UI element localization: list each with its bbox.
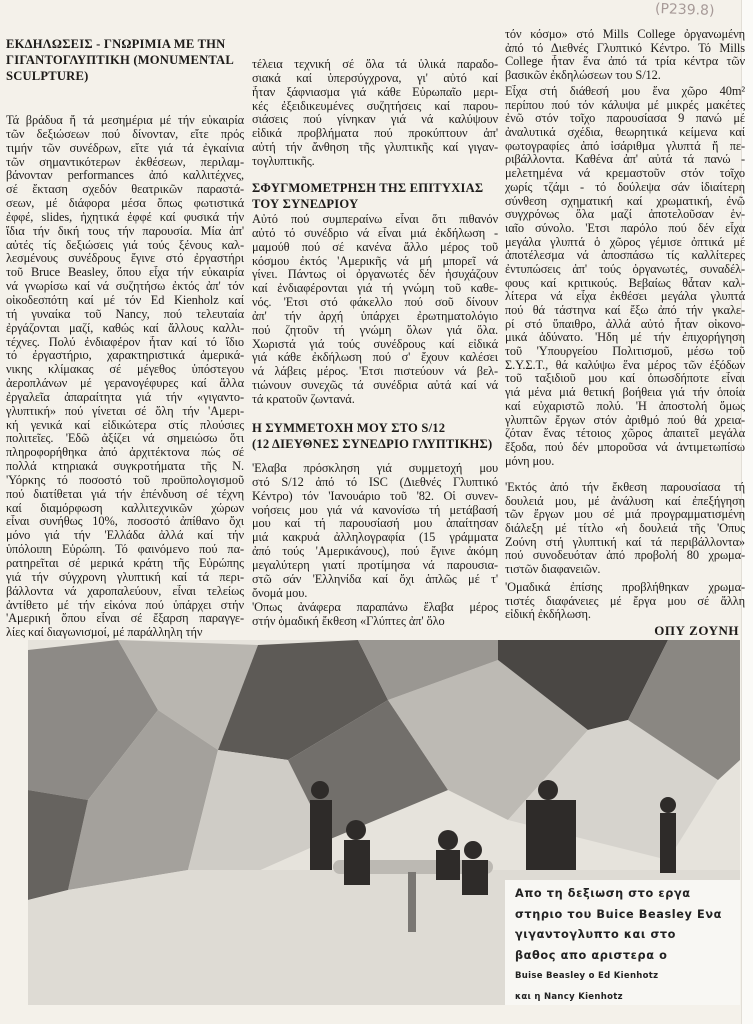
- text-line: εἶναι συνήθως 10%, ποσοστό ἀπίθανο ὄχι: [6, 515, 244, 529]
- caption-line: Απο τη δεξιωση στο εργα: [515, 887, 691, 900]
- text-line: μεγάλα γλυπτά ὁ χῶρος γέμισε ὀπτικά μέ: [505, 235, 745, 249]
- text-line: μεγαλύτερη γιατί προτίμησα νά παρουσια-: [252, 558, 498, 572]
- text-line: νά γνωρίσω καί νά συζητήσω ἐκτός ἀπ' τόν: [6, 280, 244, 294]
- text-line: τή γυναίκα τοῦ Nancy, πού τελευταία: [6, 307, 244, 321]
- heading-line: ΕΚΔΗΛΩΣΕΙΣ - ΓΝΩΡΙΜΙΑ ΜΕ ΤΗΝ: [6, 37, 226, 51]
- heading-line: ΤΟΥ ΣΥΝΕΔΡΙΟΥ: [252, 197, 359, 211]
- paragraph: [252, 462, 498, 600]
- text-line: τόν κόσμο» στό Mills College ὀργανωμένη: [505, 28, 745, 41]
- text-line: βάνονταν performances ἀπό καλλιτέχνες,: [6, 169, 244, 183]
- text-line: ρί στό ὕπαιθρο, ἀλλά αὐτό ἦταν οἰκονο-: [505, 317, 745, 331]
- text-line: Κέντρο) τόν 'Ιανουάριο τοῦ '82. Οἱ συνεν-: [252, 489, 498, 503]
- text-line: γίνει. Πάντως οἱ ὀργανωτές δέν ἡσυχάζουν: [252, 268, 498, 282]
- text-line: τά κρατοῦν ζωντανά.: [252, 392, 355, 406]
- section-heading: [252, 420, 498, 452]
- text-line: σύνθεση σχηματική καί χρωματική, ἐνῶ: [505, 194, 745, 208]
- text-line: νοήσεις μου γιά νά κανονίσω τή μετάβασή: [252, 503, 498, 517]
- text-line: Ζούνη στή γλυπτική καί τά περιβάλλοντα»: [505, 535, 745, 549]
- text-line: μόνη μου.: [505, 454, 555, 468]
- text-line: οἰκοδεσπότη καί μέ τόν Ed Kienholz καί: [6, 293, 244, 307]
- heading-line: SCULPTURE): [6, 69, 89, 83]
- text-line: μιά κακρυά ἀλληλογραφία (15 γράμματα: [252, 531, 498, 545]
- caption-line: Buise Beasley ο Ed Kienhotz: [515, 971, 659, 981]
- text-line: πού ζητοῦν τή γνώμη ὅλων γιά ὅλα.: [252, 323, 498, 337]
- text-line: γιά κάθε ἐκδήλωση πού σ' ἔχουν καλέσει: [252, 351, 498, 365]
- text-line: λίες καί διαγωνισμοί, μέ παράλληλη τήν: [6, 626, 203, 640]
- text-line: ἔξοδα, πού δέν μποροῦσα νά ἀντιμετωπίσω: [505, 440, 745, 454]
- text-line: ἀπό τό Διεθνές Γλυπτικό Κέντρο. Τό Mills: [505, 41, 745, 55]
- text-line: γιά τήν σύγχρονη γλυπτική καί τά περι-: [6, 570, 244, 584]
- caption-line: και η Nancy Kienhotz: [515, 991, 623, 1002]
- text-line: ἀναλυτικά σχέδια, θεωρητικά κείμενα καί: [505, 126, 745, 140]
- text-line: 'Αμερική ὅπου εἶναι σέ ἔξαρση παραγγε-: [6, 612, 244, 626]
- text-line: 'Ελαβα πρόσκληση γιά συμμετοχή μου: [252, 462, 498, 475]
- text-line: φους καί κριτικούς. Βεβαίως θἆταν καλ-: [505, 276, 745, 290]
- text-line: νά λάβεις μέρος. 'Ετσι πιστεύουν νά βελ-: [252, 365, 498, 379]
- text-line: Χωριστά γιά τούς συνέδρους καί εἰδικά: [252, 337, 498, 351]
- text-line: ιαῖο σύνολο. 'Ετσι παρόλο πού δέν εἶχα: [505, 221, 745, 235]
- paragraph: [505, 581, 745, 622]
- text-line: ἐργαλεῖα ἀπαραίτητα γιά τήν «γιγαντο-: [6, 390, 244, 404]
- text-line: λεσμένους συνέδρους ἔγινε στό ἐργαστήρι: [6, 252, 244, 266]
- text-line: ἐντυπώσεις ἀπ' τούς ὀργανωτές, συναδέλ-: [505, 262, 745, 276]
- text-line: κόσμου ἐκτός 'Αμερικῆς νά μή μπορεῖ νά: [252, 254, 498, 268]
- text-line: τιστῶν διαφανειῶν.: [505, 563, 601, 577]
- text-line: μικά ἀδύνατο. 'Ηδη μέ τήν ἐπιχορήγηση: [505, 331, 745, 345]
- heading-line: Η ΣΥΜΜΕΤΟΧΗ ΜΟΥ ΣΤΟ S/12: [252, 421, 446, 435]
- text-line: 'Υόρκης τό ποσοστό τοῦ προϋπολογισμοῦ: [6, 473, 244, 487]
- text-line: ριβάλλοντα. Καθένα ἀπ' αὐτά τά πανώ -: [505, 153, 745, 167]
- text-line: γιά μένα μιά θετική βοήθεια γιά τήν ὁποία: [505, 386, 745, 400]
- text-line: ζόταν ἕνας τέτοιος χῶρος ἀπαιτεῖ μεγάλα: [505, 427, 745, 441]
- text-line: Αὐτό πού συμπεραίνω εἶναι ὅτι πιθανόν: [252, 213, 498, 226]
- text-line: ἐνῶ στόν τοῖχο παρουσίασα 9 πανώ μέ: [505, 112, 745, 126]
- text-line: μαμούθ πού σέ κανένα ἄλλο μέρος τοῦ: [252, 240, 498, 254]
- text-line: σεων, μέ διάφορα μέσα ὅπως φωτιστικά: [6, 197, 244, 211]
- text-line: τέχνες. Πολύ ἐνδιαφέρον ἦταν καί τό ἴδιο: [6, 335, 244, 349]
- text-line: καί ἐνδιαφέρονται γιά τή γνώμη τοῦ καθε-: [252, 282, 498, 296]
- text-line: εἰδική ἐκδήλωση.: [505, 608, 591, 622]
- text-line: γλυπτῶν ἔργων στόν ἀριθμό πού θά χρεια-: [505, 413, 745, 427]
- heading-line: ΣΦΥΓΜΟΜΕΤΡΗΣΗ ΤΗΣ ΕΠΙΤΥΧΙΑΣ: [252, 181, 484, 195]
- text-line: μόνο γιά τήν 'Ελλάδα ἀλλά καί τήν: [6, 529, 244, 543]
- text-line: βασικῶν ἐκδηλώσεων του S/12.: [505, 69, 661, 83]
- heading-line: ΓΙΓΑΝΤΟΓΛΥΠΤΙΚΗ (MONUMENTAL: [6, 53, 234, 67]
- text-line: τῶν ἔργων μου σέ μιά προγραμματισμένη: [505, 508, 745, 522]
- text-line: σιακά καί ὑπερσύγχρονα, γι' αὐτό καί: [252, 71, 498, 85]
- text-line: νός. 'Ετσι στό φάκελλο πού σοῦ δίνουν: [252, 296, 498, 310]
- text-line: σιάσεις πού γίνηκαν γιά νά καλύψουν: [252, 113, 498, 127]
- paragraph: [505, 28, 745, 83]
- text-line: αὐτή τήν ἄνθηση τῆς γλυπτικῆς καί γιγαν-: [252, 141, 498, 155]
- text-line: γλυπτική» πού γίνεται σέ ὅλη τήν 'Αμερι-: [6, 404, 244, 418]
- text-line: College ἦταν ἕνα ἀπό τά τρία κέντρα τῶν: [505, 55, 745, 69]
- caption-line: βαθος απο αριστερα ο: [515, 948, 668, 962]
- text-line: τογλυπτικῆς.: [252, 154, 315, 168]
- text-line: ἀπό τούς 'Αμερικάνους), πού ἔγινε ἀκόμη: [252, 545, 498, 559]
- text-line: πού διατίθεται γιά τήν ἐπένδυση σέ τέχνη: [6, 487, 244, 501]
- paragraph: [252, 213, 498, 407]
- text-line: τό ἐργαστήριο, χαρακτηριστικά ἀμερικά-: [6, 349, 244, 363]
- text-line: Τά βράδυα ἤ τά μεσημέρια μέ τήν εὐκαιρία: [6, 114, 244, 127]
- text-line: τοῦ Bruce Beasley, ὅπου εἶχα τήν εὐκαιρία: [6, 266, 244, 280]
- text-line: τοῦ 'Υπουργείου Πολιτισμοῦ, μέσω τοῦ: [505, 345, 745, 359]
- text-line: ἦταν ξάφνιασμα γιά κάθε Εὐρωπαῖο μερι-: [252, 85, 498, 99]
- text-line: στό S/12 ἀπό τό ISC (Διεθνές Γλυπτικό: [252, 475, 498, 489]
- text-line: χωρίς τζάμι - τό δούλεψα σάν ἰδιαίτερη: [505, 180, 745, 194]
- text-line: πολλά κτηριακά συγκροτήματα τῆς Ν.: [6, 460, 244, 474]
- text-line: ὄνομά μου.: [252, 586, 308, 600]
- text-line: κή γενικά καί εἰδικώτερα στίς πλούσιες: [6, 418, 244, 432]
- text-line: τιμήν τῶν συνέδρων, εἴτε γιά τά ἐγκαίνια: [6, 141, 244, 155]
- caption-line: στηριο του Buice Beasley Ενα: [515, 907, 723, 921]
- text-line: μελετημένα νά κρεμαστοῦν στόν τοῖχο: [505, 167, 745, 181]
- text-line: ἴδια τήν δική τους τήν παρουσία. Μία ἀπ': [6, 224, 244, 238]
- text-line: καί διαμόρφωση καλλιτεχνικῶν χώρων: [6, 501, 244, 515]
- heading-line: (12 ΔΙΕΥΘΝΕΣ ΣΥΝΕΔΡΙΟ ΓΛΥΠΤΙΚΗΣ): [252, 437, 493, 451]
- text-line: τιώνουν συνεχῶς τά συνέδρια αὐτά καί νά: [252, 379, 498, 393]
- section-heading: [6, 36, 244, 84]
- text-line: στῶ σάν 'Ελληνίδα καί ὄχι ἁπλῶς μέ τ': [252, 572, 498, 586]
- caption-line: γιγαντογλυπτο και στο: [515, 928, 677, 941]
- text-line: ἀπ' τήν ἀρχή ὑπάρχει ἐρωτηματολόγιο: [252, 309, 498, 323]
- text-line: Εἶχα στή διάθεσή μου ἕνα χῶρο 40m²: [505, 85, 745, 98]
- text-line: τιστές διαφάνειες μέ ἔργα μου σέ ἄλλη: [505, 594, 745, 608]
- text-line: ἐργάζονται μαζί, καθώς καί ἄλλους καλλι-: [6, 321, 244, 335]
- text-line: μου καί τή παρουσίασή μου ἀπαίτησαν: [252, 517, 498, 531]
- text-line: στήν ὁμαδική ἔκθεση «Γλύπτες ἀπ' ὅλο: [252, 614, 445, 628]
- paragraph: [505, 481, 745, 577]
- text-line: φωτογραφίες ἀπό ἰσάριθμα γλυπτά ἤ πε-: [505, 139, 745, 153]
- paragraph: [505, 85, 745, 468]
- paragraph: [6, 114, 244, 640]
- text-line: συγχρόνως ὅλα μαζί ἀποτελοῦσαν ἑν-: [505, 208, 745, 222]
- text-line: λίτερα νά εἶχα ἐκθέσει μεγάλα γλυπτά: [505, 290, 745, 304]
- handwritten-archive-note: (P239.8): [654, 0, 715, 20]
- paragraph: [252, 601, 498, 629]
- text-line: διάλεξη μέ τίτλο «ἡ δουλειά τῆς 'Οπυς: [505, 522, 745, 536]
- text-line: εἰδικά προβλήματα πού προκύπτουν ἀπ': [252, 127, 498, 141]
- text-line: πού θά τάστηνα καί ἔξω ἀπό τήν γκαλε-: [505, 304, 745, 317]
- text-line: ρατηρεῖται σέ μερικά κράτη τῆς Εὐρώπης: [6, 557, 244, 570]
- text-line: περίπου πού τόν κάλυψα μέ μικρές μακέτες: [505, 98, 745, 112]
- photo-caption: [505, 880, 740, 1005]
- author-signature: ΟΠΥ ΖΟΥΝΗ: [654, 623, 739, 638]
- text-line: τοῦ ταξιδιοῦ μου καί ὁπωσδήποτε εἶναι: [505, 372, 745, 386]
- paragraph: [252, 58, 498, 169]
- section-heading: [252, 180, 498, 212]
- text-line: ἀποτέλεσμα νά ἀποσπάσω τίς καλλίτερες: [505, 249, 745, 263]
- text-line: δουλειά μου, μέ ἀνάλυση καί ἐπεξήγηση: [505, 494, 745, 508]
- text-line: πολιτεῖες. 'Εδῶ ἀξίζει νά σημειώσω ὅτι: [6, 432, 244, 446]
- text-line: τῶν σημαντικότερων ἐκθέσεων, περιλαμ-: [6, 155, 244, 169]
- text-line: τέλεια τεχνική σέ ὅλα τά ὑλικά παραδο-: [252, 58, 498, 71]
- text-line: κές ἐξειδικευμένες συζητήσεις καί παρου-: [252, 99, 498, 113]
- text-line: ἀντίθετο μέ τήν εἰκόνα πού ὑπάρχει στήν: [6, 598, 244, 612]
- text-line: αὐτές τίς δεξιώσεις γιά τούς ξένους καλ-: [6, 238, 244, 252]
- text-line: νικης κλίμακας σέ μέγεθος ὑπόστεγου: [6, 363, 244, 377]
- text-line: Σ.Υ.Σ.Τ., θά καλύψω ἕνα μέρος τῶν ἐξόδων: [505, 358, 745, 372]
- text-line: σέ ἔκταση σχεδόν θεατρικῶν παραστά-: [6, 183, 244, 197]
- text-line: τῶν δεξιώσεων πού δίνονταν, εἴτε πρός: [6, 127, 244, 141]
- text-line: πληροφορήθηκα ἀπό ἀρχιτέκτονα πώς σέ: [6, 446, 244, 460]
- text-line: βάλλοντα νά χαροπαλεύουν, εἶναι τελείως: [6, 584, 244, 598]
- text-line: καί εὐχαριστῶ πολύ. 'Η ἀποστολή ὅμως: [505, 399, 745, 413]
- text-line: 'Οπως ἀνάφερα παραπάνω ἔλαβα μέρος: [252, 601, 498, 614]
- text-line: ἐφφέ, slides, ἠχητικά ἐφφέ καί φυσικά τήν: [6, 210, 244, 224]
- text-line: 'Εκτός ἀπό τήν ἔκθεση παρουσίασα τή: [505, 481, 745, 494]
- text-line: αὐτό τό συνέδριο νά εἶναι μιά ἐκδήλωση -: [252, 226, 498, 240]
- text-line: πού συνοδευόταν ἀπό προβολή 80 χρωμα-: [505, 549, 745, 563]
- text-line: ὑπόλοιπη Εὐρώπη. Τό φαινόμενο πού πα-: [6, 543, 244, 557]
- text-line: 'Ομαδικά ἐπίσης προβλήθηκαν χρωμα-: [505, 581, 745, 594]
- text-line: ἀεροπλάνων μέ γερανογέφυρες καί ἄλλα: [6, 377, 244, 391]
